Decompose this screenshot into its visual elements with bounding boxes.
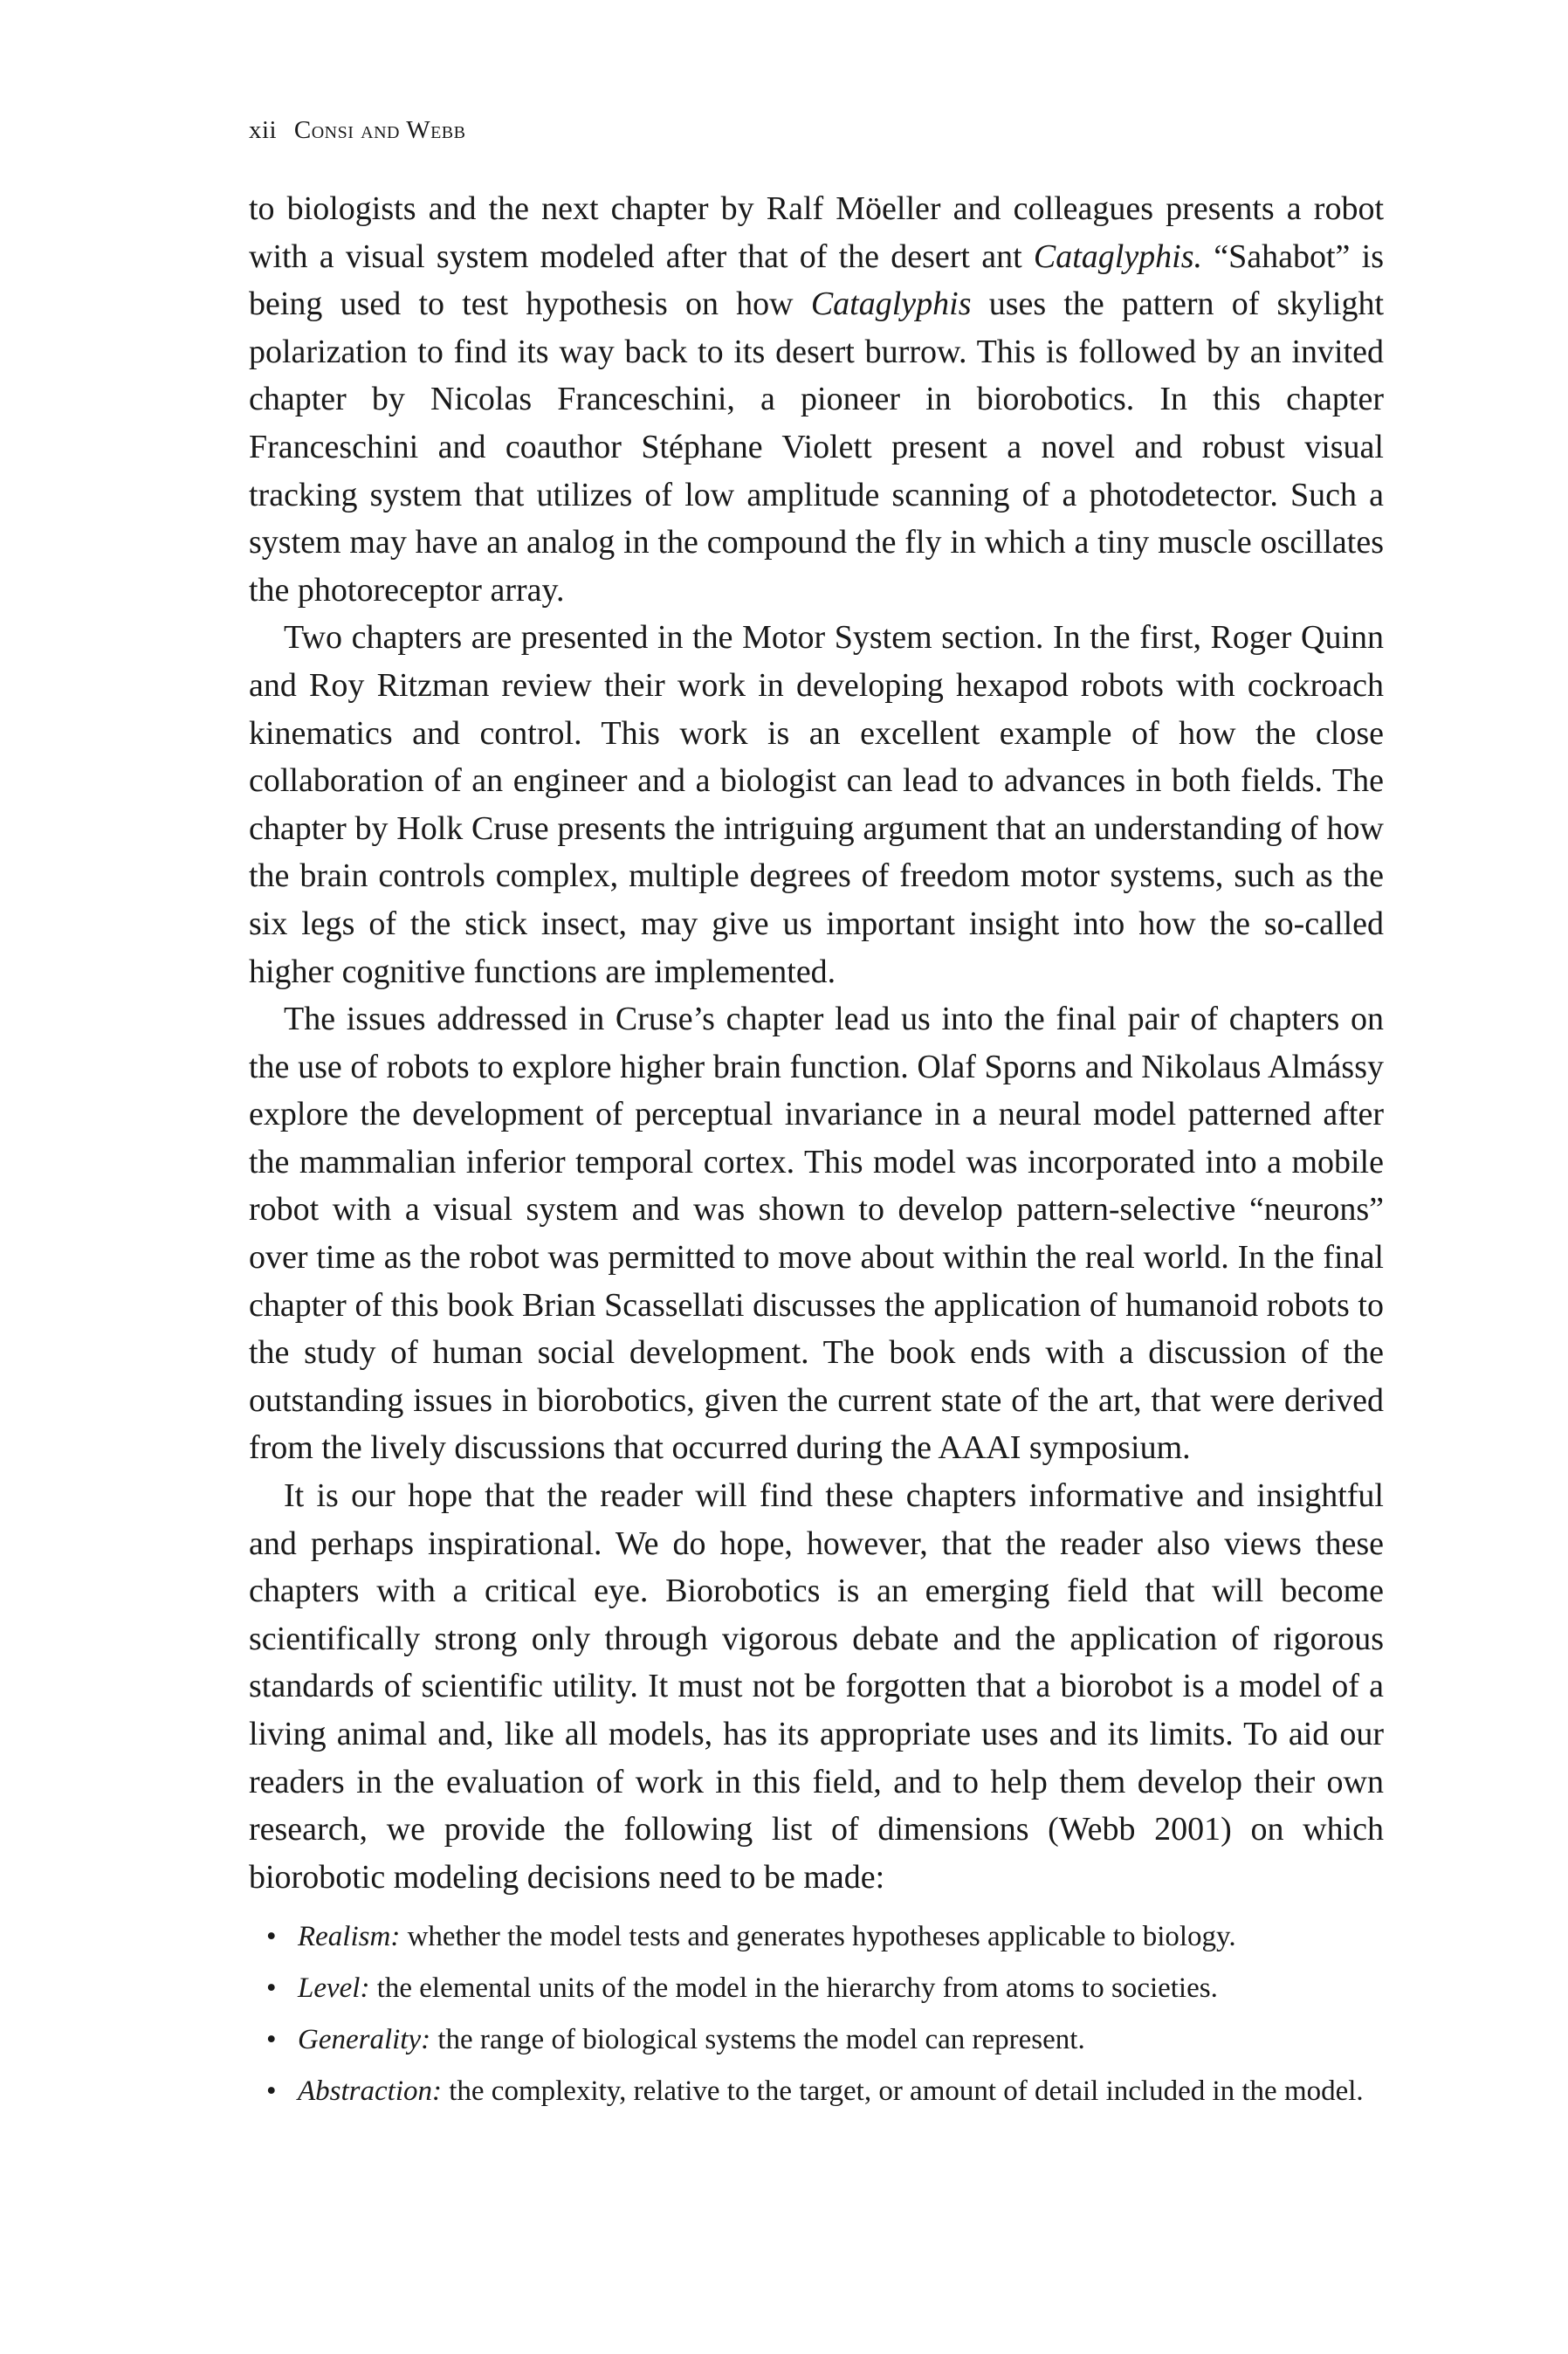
genus-name: Cataglyphis [810, 286, 972, 323]
running-head [249, 116, 465, 145]
list-item [249, 1915, 1384, 1959]
genus-name: Cataglyphis. [1033, 237, 1203, 275]
dimension-description: the complexity, relative to the target, or amount of detail included in the model. [441, 2075, 1364, 2108]
dimension-term: Realism: [298, 1921, 401, 1953]
bullet-icon: • [266, 2075, 277, 2108]
dimension-description: whether the model tests and generates hypotheses applicable to biology. [400, 1921, 1236, 1953]
bullet-icon: • [266, 1972, 277, 2005]
bullet-icon: • [266, 2024, 277, 2056]
list-item [249, 1966, 1384, 2011]
list-item [249, 2018, 1384, 2062]
paragraph-2: Two chapters are presented in the Motor System section. In the first, Roger Quinn and Roy Ritzman review their work in developing hexapod robots with cockroach kinematics and control. This work is an excellent example of how the close collaboration of an engineer and a biologist can lead to advances in both fields. The chapter by Holk Cruse presents the intriguing argument that an understanding of how the brain controls complex, multiple degrees of freedom motor systems, such as the six legs of the stick insect, may give us important insight into how the so-called higher cognitive functions are implemented. [249, 619, 1384, 990]
paragraph-3: The issues addressed in Cruse’s chapter lead us into the final pair of chapters on the use of robots to explore higher brain function. Olaf Sporns and Nikolaus Almássy explore the development of perceptual invariance in a neural model patterned after the mammalian inferior temporal cortex. This model was incorporated into a mobile robot with a visual system and was shown to develop pattern-selective “neurons” over time as the robot was permitted to move about within the real world. In the final chapter of this book Brian Scassellati discusses the application of humanoid robots to the study of human social development. The book ends with a discussion of the outstanding issues in biorobotics, given the current state of the art, that were derived from the lively discussions that occurred during the AAAI symposium. [249, 1001, 1384, 1467]
dimension-term: Generality: [298, 2024, 431, 2056]
paragraph-1-part-2: “Sahabot” is being used to test hypothesis on how [249, 237, 1384, 323]
dimensions-list [249, 1915, 1384, 2114]
dimension-description: the range of biological systems the model can represent. [430, 2024, 1085, 2056]
running-head-authors: Consi and Webb [293, 116, 466, 144]
body-text [249, 185, 1384, 2121]
dimension-term: Level: [298, 1972, 370, 2005]
bullet-icon: • [266, 1921, 277, 1953]
paragraph-1-part-3: uses the pattern of skylight polarization to find its way back to its desert burrow. This is followed by an invited chapter by Nicolas Franceschini, a pioneer in biorobotics. In this chapter Franceschini and coauthor Stéphane Violett present a novel and robust visual tracking system that utilizes of low amplitude scanning of a photodetector. Such a system may have an analog in the compound the fly in which a tiny muscle oscillates the photoreceptor array. [249, 286, 1385, 609]
paragraph-1 [249, 185, 1384, 614]
dimension-term: Abstraction: [298, 2075, 442, 2108]
list-item [249, 2069, 1384, 2114]
page-number: xii [249, 116, 278, 144]
paragraph-4: It is our hope that the reader will find these chapters informative and insightful and perhaps inspirational. We do hope, however, that the reader also views these chapters with a critical eye. Biorobotics is an emerging field that will become scientifically strong only through vigorous debate and the application of rigorous standards of scientific utility. It must not be forgotten that a biorobot is a model of a living animal and, like all models, has its appropriate uses and its limits. To aid our readers in the evaluation of work in this field, and to help them develop their own research, we provide the following list of dimensions (Webb 2001) on which biorobotic modeling decisions need to be made: [249, 1477, 1384, 1896]
paragraph-1-part-1: to biologists and the next chapter by Ralf Möeller and colleagues presents a robot with a visual system modeled after that of the desert ant [249, 190, 1384, 275]
dimension-description: the elemental units of the model in the hierarchy from atoms to societies. [369, 1972, 1218, 2005]
